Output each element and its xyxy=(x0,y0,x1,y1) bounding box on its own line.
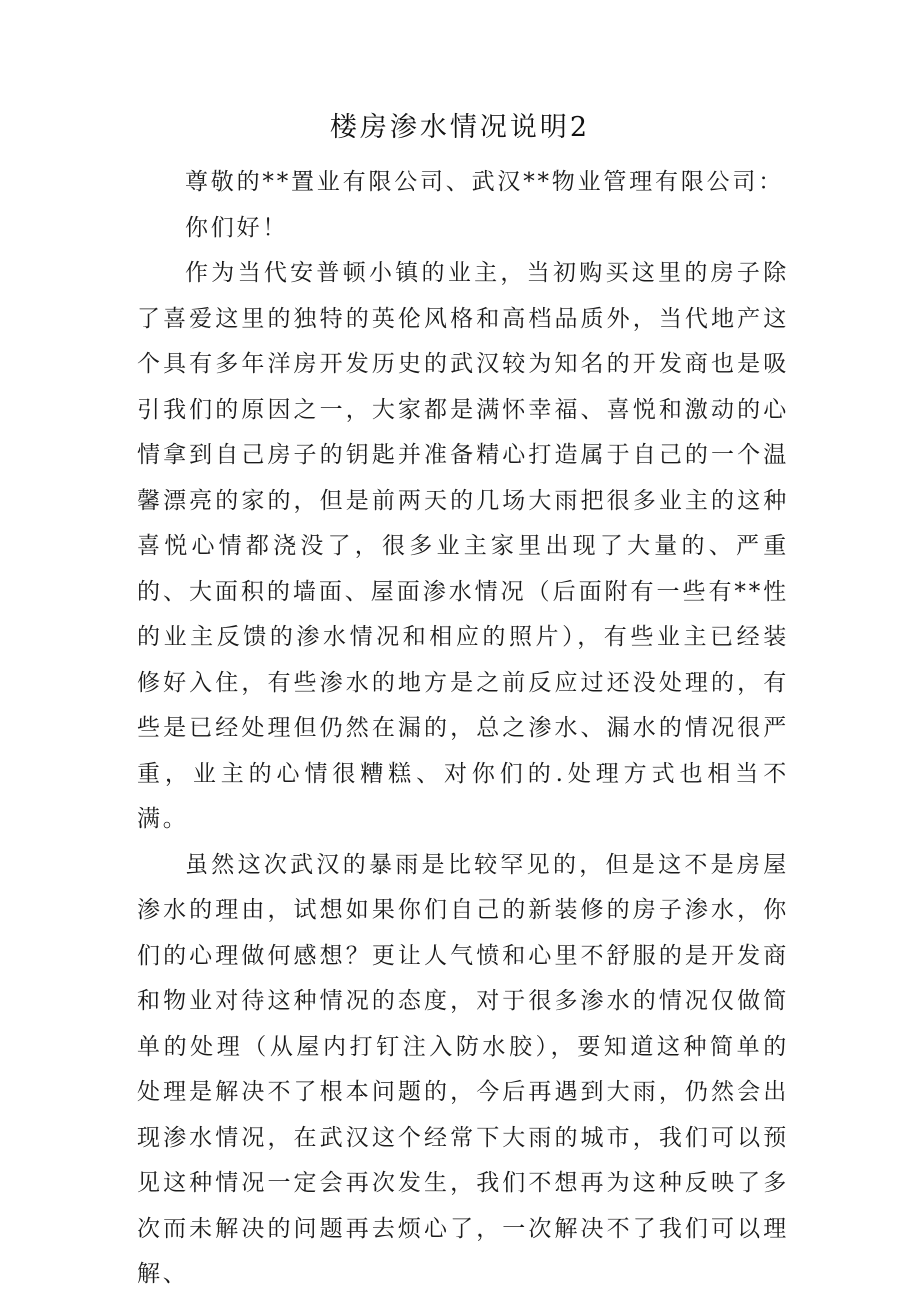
document-body xyxy=(137,160,789,1298)
greeting: 你们好！ xyxy=(185,214,289,241)
document-title: 楼房渗水情况说明2 xyxy=(329,112,591,143)
paragraph-2: 虽然这次武汉的暴雨是比较罕见的，但是这不是房屋渗水的理由，试想如果你们自己的新装修的房子渗水，你们的心理做何感想？更让人气愤和心里不舒服的是开发商和物业对待这种情况的态度，对于很多渗水的情况仅做简单的处理（从屋内打钉注入防水胶），要知道这种简单的处理是解决不了根本问题的，今后再遇到大雨，仍然会出现渗水情况，在武汉这个经常下大雨的城市，我们可以预见这种情况一定会再次发生，我们不想再为这种反映了多次而未解决的问题再去烦心了，一次解决不了我们可以理解、 xyxy=(137,851,789,1287)
paragraph-1: 作为当代安普顿小镇的业主，当初购买这里的房子除了喜爱这里的独特的英伦风格和高档品质外，当代地产这个具有多年洋房开发历史的武汉较为知名的开发商也是吸引我们的原因之一，大家都是满怀幸福、喜悦和激动的心情拿到自己房子的钥匙并准备精心打造属于自己的一个温馨漂亮的家的，但是前两天的几场大雨把很多业主的这种喜悦心情都浇没了，很多业主家里出现了大量的、严重的、大面积的墙面、屋面渗水情况（后面附有一些有**性的业主反馈的渗水情况和相应的照片），有些业主已经装修好入住，有些渗水的地方是之前反应过还没处理的，有些是已经处理但仍然在漏的，总之渗水、漏水的情况很严重，业主的心情很糟糕、对你们的.处理方式也相当不满。 xyxy=(137,260,789,832)
salutation: 尊敬的**置业有限公司、武汉**物业管理有限公司： xyxy=(185,169,784,195)
